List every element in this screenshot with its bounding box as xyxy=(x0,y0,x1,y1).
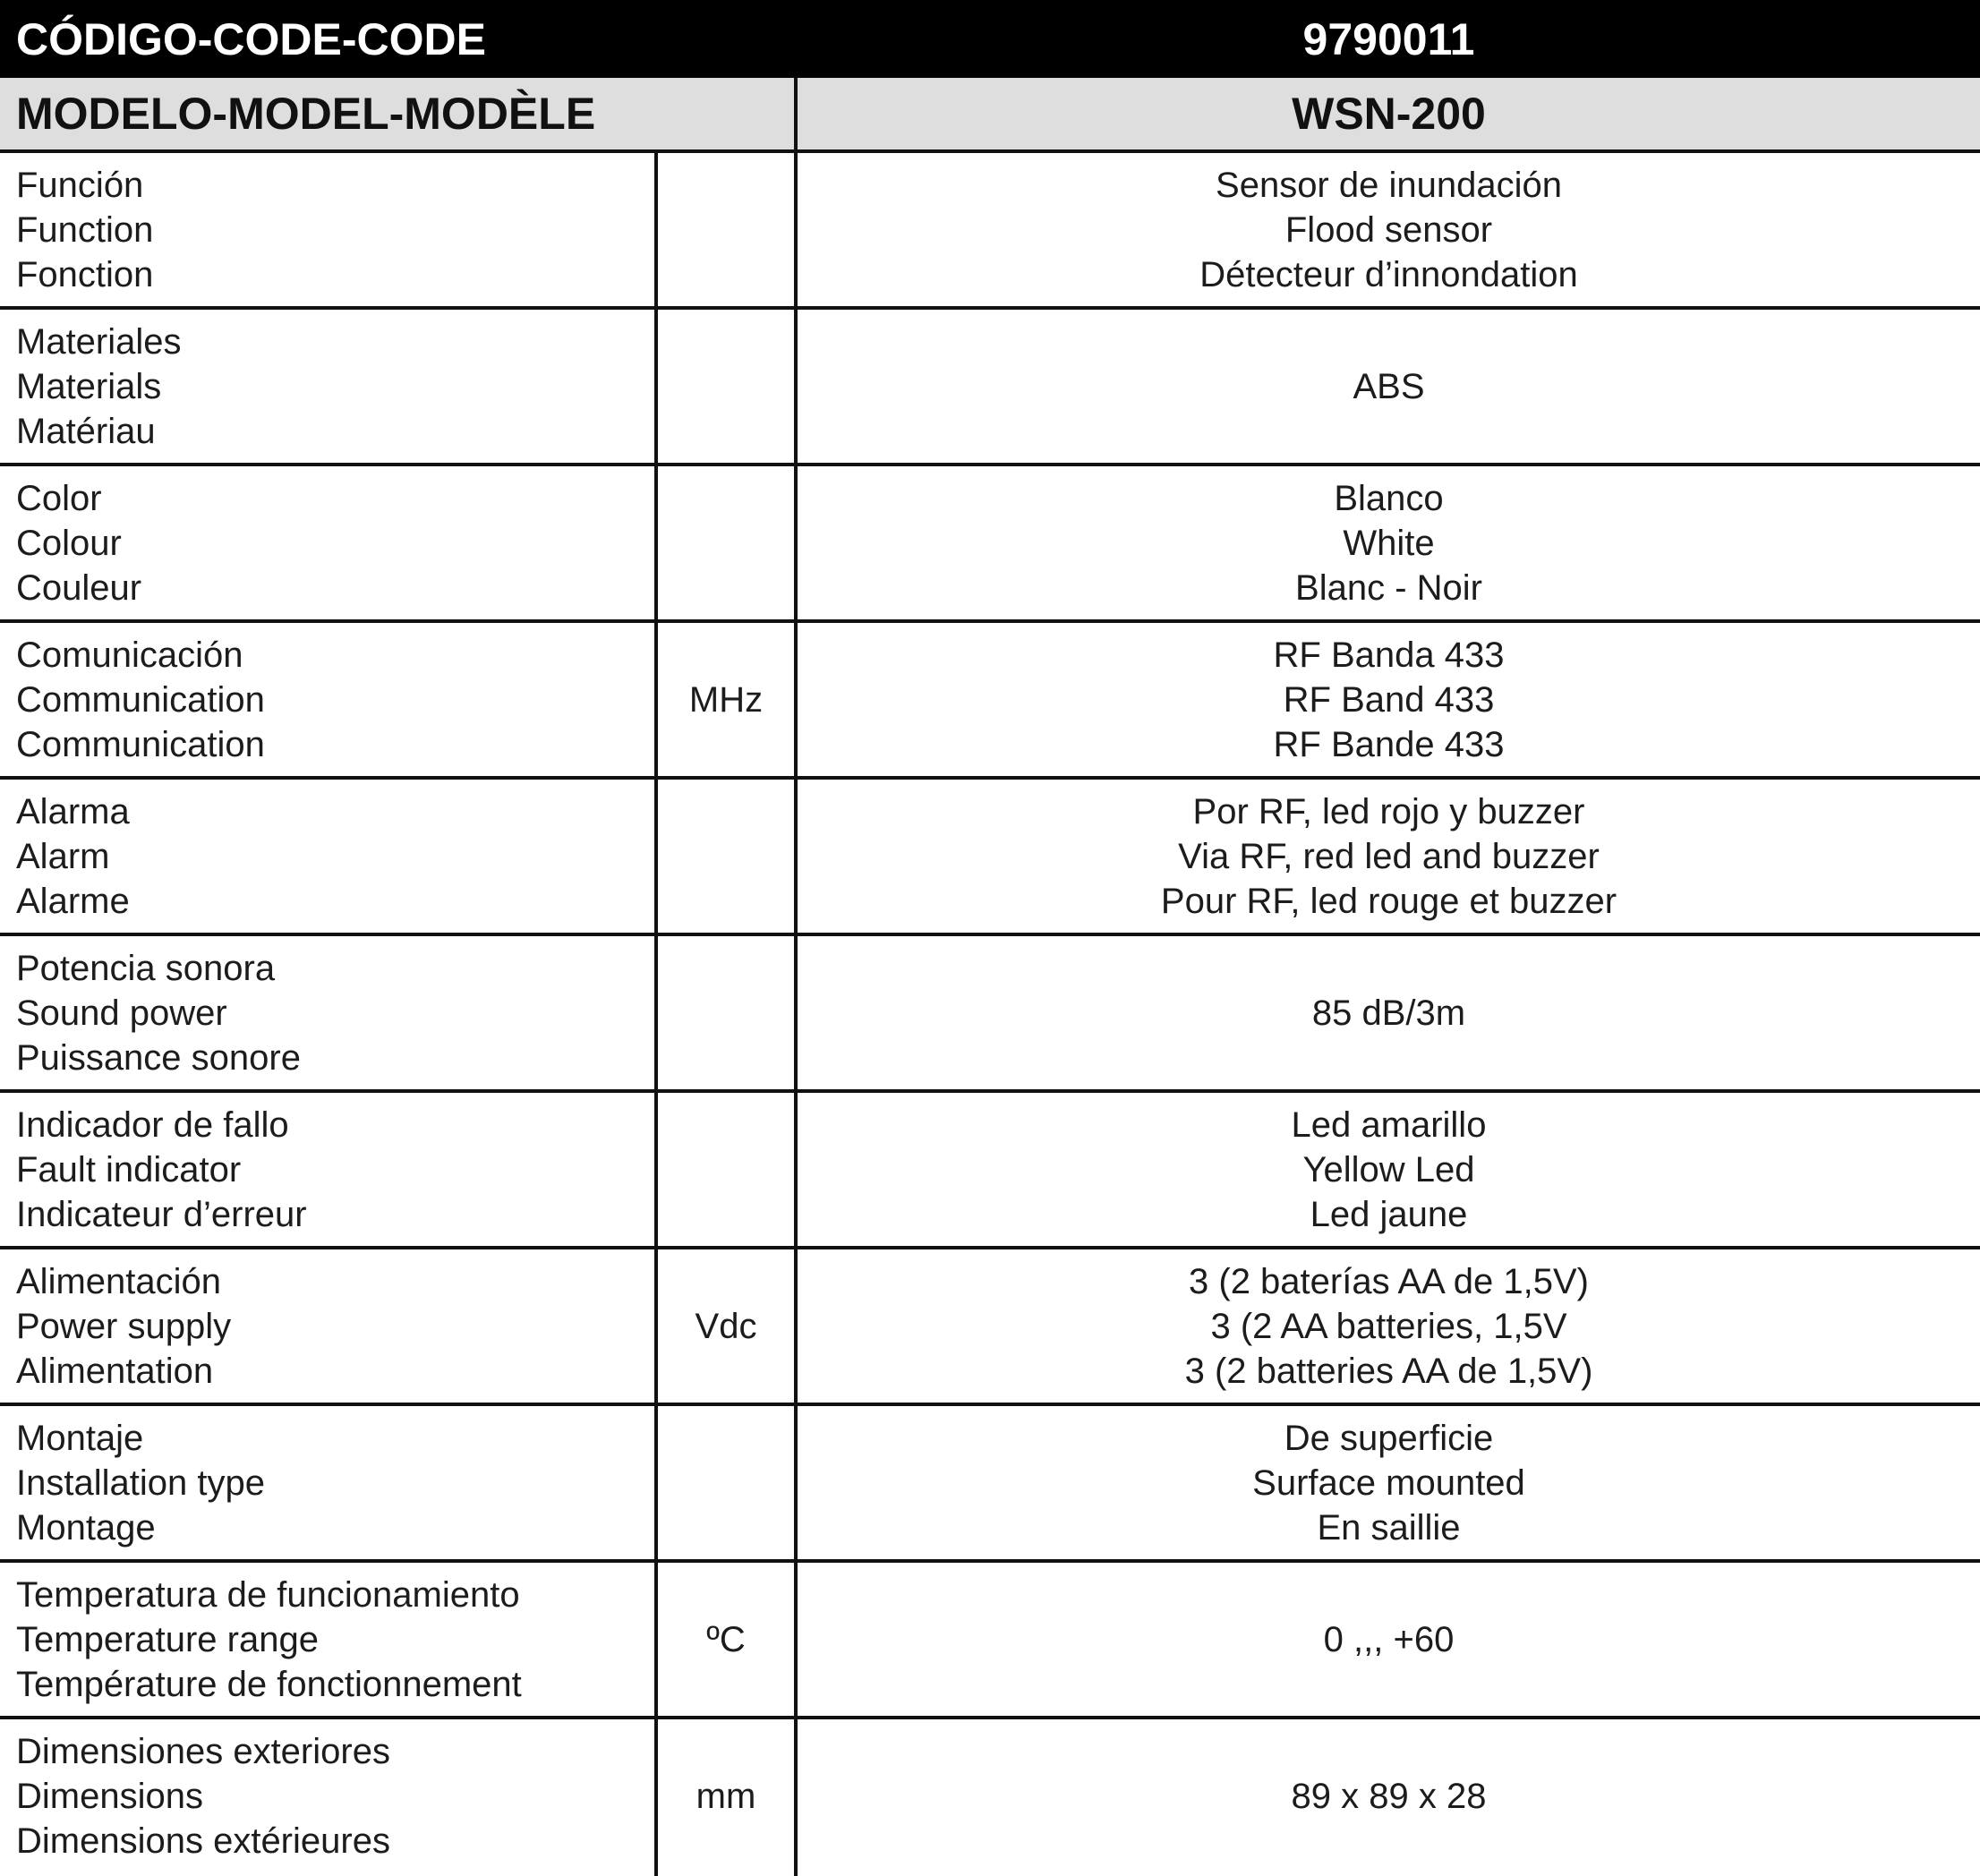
spec-label xyxy=(16,153,643,306)
spec-label-line: Indicador de fallo xyxy=(16,1104,289,1145)
spec-row xyxy=(0,1719,1980,1872)
spec-value xyxy=(798,780,1980,933)
spec-value-line: RF Banda 433 xyxy=(1273,635,1505,675)
spec-row xyxy=(0,153,1980,306)
model-label: MODELO-MODEL-MODÈLE xyxy=(16,89,596,139)
spec-label xyxy=(16,1093,643,1246)
spec-label-line: Puissance sonore xyxy=(16,1037,301,1078)
spec-label-line: Alarme xyxy=(16,881,130,921)
spec-value-line: RF Band 433 xyxy=(1283,679,1495,720)
spec-value xyxy=(798,936,1980,1089)
spec-value xyxy=(798,1719,1980,1872)
code-header-row xyxy=(0,0,1980,78)
spec-unit xyxy=(658,780,794,933)
spec-label-line: Colour xyxy=(16,523,122,563)
spec-label-line: Montaje xyxy=(16,1418,144,1458)
spec-unit: MHz xyxy=(688,679,764,720)
spec-label xyxy=(16,623,643,776)
spec-label-line: Power supply xyxy=(16,1306,232,1346)
spec-label-line: Materiales xyxy=(16,321,182,362)
spec-value-line: Yellow Led xyxy=(1302,1149,1475,1190)
spec-value-line: Flood sensor xyxy=(1284,209,1493,250)
spec-label xyxy=(16,1563,643,1716)
spec-label xyxy=(16,466,643,619)
spec-unit xyxy=(658,466,794,619)
spec-label-line: Temperature range xyxy=(16,1619,319,1659)
spec-label-line: Installation type xyxy=(16,1462,265,1503)
spec-value-line: Led amarillo xyxy=(1291,1104,1487,1145)
spec-row xyxy=(0,1406,1980,1559)
spec-value-line: Détecteur d’innondation xyxy=(1199,254,1578,294)
model-value: WSN-200 xyxy=(1292,89,1486,139)
spec-row xyxy=(0,1563,1980,1716)
spec-value xyxy=(798,1406,1980,1559)
spec-unit xyxy=(658,1093,794,1246)
spec-row xyxy=(0,936,1980,1089)
spec-value xyxy=(798,466,1980,619)
spec-unit xyxy=(658,936,794,1089)
spec-row xyxy=(0,1093,1980,1246)
spec-value-line: Surface mounted xyxy=(1252,1462,1525,1503)
spec-label-line: Materials xyxy=(16,366,162,406)
spec-row xyxy=(0,466,1980,619)
spec-label-line: Function xyxy=(16,209,154,250)
spec-value xyxy=(798,623,1980,776)
spec-unit: Vdc xyxy=(695,1306,757,1346)
model-header-row xyxy=(0,78,1980,149)
spec-value xyxy=(798,1563,1980,1716)
spec-label-line: Communication xyxy=(16,724,265,764)
spec-label xyxy=(16,310,643,463)
spec-value-line: 3 (2 AA batteries, 1,5V xyxy=(1210,1306,1567,1346)
spec-unit xyxy=(658,153,794,306)
spec-value-line: 3 (2 batteries AA de 1,5V) xyxy=(1184,1351,1593,1391)
spec-unit xyxy=(658,1406,794,1559)
spec-label-line: Sound power xyxy=(16,993,227,1033)
spec-label-line: Dimensions extérieures xyxy=(16,1821,390,1861)
spec-value xyxy=(798,1249,1980,1403)
spec-label-line: Potencia sonora xyxy=(16,948,276,988)
spec-label-line: Couleur xyxy=(16,567,142,608)
spec-label xyxy=(16,1719,643,1872)
spec-label xyxy=(16,1406,643,1559)
spec-value xyxy=(798,153,1980,306)
spec-label-line: Fonction xyxy=(16,254,154,294)
spec-label-line: Color xyxy=(16,478,102,518)
spec-label-line: Communication xyxy=(16,679,265,720)
spec-row xyxy=(0,1249,1980,1403)
spec-value-line: Blanc - Noir xyxy=(1295,567,1482,608)
code-value: 9790011 xyxy=(1302,13,1475,64)
spec-value xyxy=(798,1093,1980,1246)
spec-value-line: En saillie xyxy=(1317,1507,1461,1548)
spec-label-line: Montage xyxy=(16,1507,156,1548)
spec-value-line: Sensor de inundación xyxy=(1216,165,1562,205)
spec-label-line: Alimentation xyxy=(16,1351,214,1391)
spec-value-line: RF Bande 433 xyxy=(1273,724,1505,764)
spec-label-line: Fault indicator xyxy=(16,1149,242,1190)
spec-value-line: Via RF, red led and buzzer xyxy=(1178,836,1600,876)
spec-row xyxy=(0,780,1980,933)
spec-value-line: Por RF, led rojo y buzzer xyxy=(1192,791,1585,831)
spec-value-line: 89 x 89 x 28 xyxy=(1291,1776,1487,1816)
spec-label-line: Dimensions xyxy=(16,1776,203,1816)
spec-value-line: 0 ,,, +60 xyxy=(1323,1619,1455,1659)
spec-label xyxy=(16,780,643,933)
code-label: CÓDIGO-CODE-CODE xyxy=(16,13,486,64)
spec-label xyxy=(16,936,643,1089)
spec-label-line: Alarma xyxy=(16,791,130,831)
spec-label-line: Indicateur d’erreur xyxy=(16,1194,307,1234)
spec-row xyxy=(0,623,1980,776)
spec-unit: ºC xyxy=(706,1619,746,1659)
spec-value-line: 85 dB/3m xyxy=(1311,993,1466,1033)
spec-label-line: Matériau xyxy=(16,411,156,451)
spec-row xyxy=(0,310,1980,463)
spec-value-line: De superficie xyxy=(1284,1418,1494,1458)
spec-label-line: Alarm xyxy=(16,836,110,876)
spec-value-line: 3 (2 baterías AA de 1,5V) xyxy=(1189,1261,1589,1301)
spec-label-line: Función xyxy=(16,165,144,205)
spec-label-line: Dimensiones exteriores xyxy=(16,1731,390,1771)
spec-value xyxy=(798,310,1980,463)
spec-label-line: Temperatura de funcionamiento xyxy=(16,1574,520,1615)
spec-value-line: Led jaune xyxy=(1310,1194,1468,1234)
spec-value-line: ABS xyxy=(1353,366,1425,406)
spec-label xyxy=(16,1249,643,1403)
spec-value-line: White xyxy=(1343,523,1435,563)
spec-value-line: Pour RF, led rouge et buzzer xyxy=(1160,881,1617,921)
spec-value-line: Blanco xyxy=(1334,478,1444,518)
spec-label-line: Température de fonctionnement xyxy=(16,1664,522,1704)
spec-unit xyxy=(658,310,794,463)
spec-unit: mm xyxy=(696,1776,756,1816)
spec-label-line: Comunicación xyxy=(16,635,243,675)
spec-label-line: Alimentación xyxy=(16,1261,222,1301)
